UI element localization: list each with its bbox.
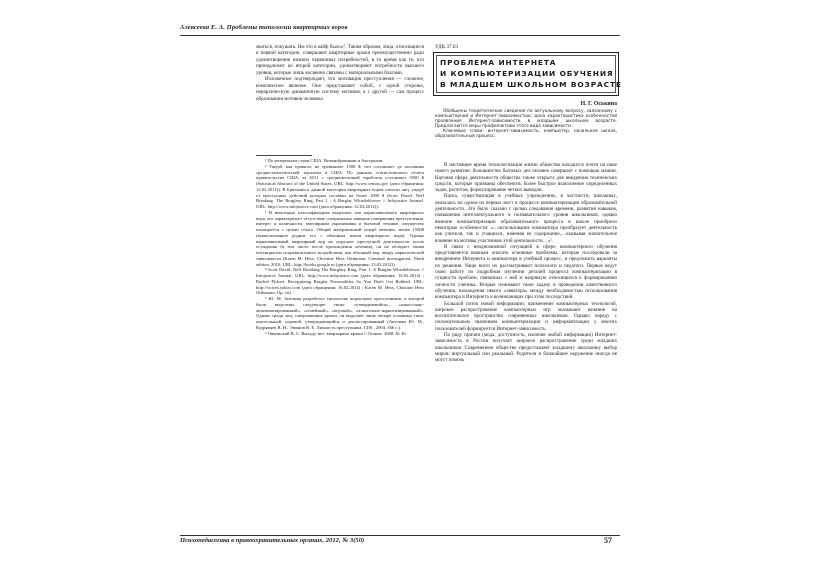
footnote: ⁶ Овчинский В. С. Выходу нет: квартирные кражи // Огонек. 2008. № 40. <box>265 330 407 336</box>
udk-code: УДК 37.03 <box>435 44 459 50</box>
body-paragraph: мыться, покушать. Им это в кайф было»⁶. Таким образом, лица, относящиеся к первой категории, совершают квартирные кражи преимущественно ради удовлетворения низших первичных потребностей, в то время как те, кто принадлежит ко второй категории, удовлетворяют потребности высшего уровня, которые лишь косвенно связаны с материальными благами. <box>256 44 424 76</box>
footnote-rule <box>256 155 312 156</box>
article-author: Н. Г. Оськина <box>580 101 617 107</box>
article-title-line: В МЛАДШЕМ ШКОЛЬНОМ ВОЗРАСТЕ <box>440 80 622 89</box>
body-paragraph: Наука, существующая в учебных учреждениях, в частности, школьных, оказалась на одном из первых мест в процессе компьютеризации образовательной деятельности. Это было сказано с целью следования времени, развития навыков, повышения интеллектуального и познавательного уровня школьников, однако явление компьютеризации образовательного процесса в школе приобрело некоторые особенности: «…использование компьютера преобразует деятельность как учителя, так и учащихся, изменяя ее содержание,…оказывая значительное влияние на мотивы участников этой деятельности…»¹. <box>435 193 617 244</box>
keywords: Ключевые слова: интернет-зависимость, компьютер, начальная школа, образовательный процесс. <box>435 129 617 140</box>
footnote: ¹ По материалам стран США, Великобритании и Австралии. <box>265 158 384 163</box>
body-paragraph: В настоящее время технологизация жизни общества находится почти на пике своего развития: большинство бытовых дел человек совершает с помощью машин. Научная сфера деятельности общества также открыта для внедрения технических средств, которые призваны обеспечить более быстрое выполнение определенных задач, расчетов, формулирование четких выводов. <box>435 162 617 194</box>
article-abstract <box>435 109 617 139</box>
footnotes <box>256 158 424 336</box>
page-number: 57 <box>604 536 612 545</box>
body-paragraph: В связи с неоднозначной ситуацией в сфере компьютерного обучения представляется важным описать основные проблемы, которые последовали за внедрением Интернета и компьютера в учебный процесс, и предложить варианты их решения. Чаще всего их рассматривают психологи и педагоги. Первые ведут свою работу по подробном изучении деталей процесса компьютеризации в сущности проблем, связанных с ней и напрямую относящихся к формированию личности ученика. Вторые понимают свою задачу в проведении качественного обучения, нахождения некого «эвватора» между необходимостью использования компьютера и Интернета и возникающих при этом последствий. <box>435 243 617 301</box>
article-title-line: И КОМПЬЮТЕРИЗАЦИИ ОБУЧЕНИЯ <box>440 69 614 78</box>
article-title-line: ПРОБЛЕМА ИНТЕРНЕТА <box>440 58 557 67</box>
footnote: ² Ущерб, как правило, не превышает 1500 $, что составляет до половины среднестатистической зарплаты в США. По данным статистического отчета правительства США, за 2011 г. среднемесячный заработок составляет 3500 $ (Statistical Abstract of the United States. URL: http://www.census.gov (дата обращения: 12.02.2012)). В Британии к данной категории квартирных воров относят лиц, ущерб от преступных действий которых составил не более 1000 $ (Scott David. Neff Breaking. The Burglary Ring, Part 1 : A Burglar Whistleblower // Infojustice Journal. URL: http://www.infojustice.com (дата обращения: 12.02.2012)). <box>256 163 424 209</box>
abstract-text: Обобщены теоретические сведения по актуальному вопросу, связанному с компьютерной и Интернет-зависимостью; дана характеристика особенностей проявления Интернет-зависимости в младшем школьном возрасте. Предлагаются меры профилактики этого вида зависимости. <box>435 109 617 130</box>
body-paragraph: Большой поток новой информации, применение компьютерных технологий, широкое распространение компьютерных игр оказывают влияние на воспитательное пространство современных школьников. Однако наряду с положительным значением компьютеризации и информатизации у многих пользователей формируется Интернет-зависимость. <box>435 300 617 332</box>
running-footer: Психопедагогика в правоохранительных органах, 2012, № 3(50) <box>180 537 365 544</box>
footnote: ³ В некоторых классификациях выделяют тип наркозависимого квартирного вора, его характеризует отсутствие специальных навыков совершения преступления, интерес к наличности, ювелирным украшениям и бытовой технике, имущество похищается с целью сбыта. Общий материальный ущерб невелик, менее 1500$ (вышесказанное роднит его с обычным типом квартирного вора). Однако наркозависимый квартирный вор не ощущает преступной деятельности после осуждения (в том числе после прохождения лечения), он не обладает таким потенциалом исправительного воздействия, как обычный вор, ввиду наркотической зависимости (Karen M. Hess, Christine Hess Orthmann. Criminal investigation. Ninth edition. 2010. URL: http://books.google.ru (дата обращения: 15.02.2012)). <box>256 209 424 267</box>
header-rule <box>180 35 620 36</box>
footnote: ⁵ Ю. М. Антонян разработал типологию корыстных преступников, в которой были выделены следующие типы: «утвердившийся», «алкогольно-люмпенизированный», «семейный», «игровой», «алкогольно-наркотизированный». Однако среди лиц, совершающих кражи, он выделяет лишь четыре основных типа: алкогольный, игровой, утверждающийся и деклассированный (Антонян Ю. М., Кудрявцев В. Н., Эминов В. Е. Личность преступника. СПб., 2004. 366 с.). <box>256 296 424 330</box>
running-header: Алексеева Е. А. Проблемы типологии квартирных воров <box>180 24 348 31</box>
right-column-text <box>435 162 617 364</box>
body-paragraph: По ряду причин (мода, доступность, наличие любой информации) Интернет-зависимость в России получает широкое распространение среди младших школьников. Современное общество предоставляет младшему школьнику выбор миров: виртуальный или реальный. Родители и ближайшее окружение иногда не могут помочь <box>435 332 617 364</box>
left-column-text <box>256 44 424 102</box>
body-paragraph: Изложенное подтверждает, что мотивация преступления — сложное, комплексное явление. Оно представляет собой, с одной стороны, иерархическую динамичную систему мотивов, а с другой — сам процесс образования мотивов человека. <box>256 76 424 102</box>
footnote: ⁴ Scott David. Neff Breaking The Burglary Ring, Part 1: A Burglar Whistleblower // Infojustice Journal. URL: http://www.infojustice.com (дата обращения: 16.02.2012) ; Rachel Pickett. Recognizing Burglar Personalities So You Don't Get Robbed. URL: http://voices.yahoo.com (дата обращения: 16.02.2012) ; Karen M. Hess, Christine Hess Orthmann. Op. cit). <box>256 267 424 296</box>
footer-rule <box>180 535 620 536</box>
